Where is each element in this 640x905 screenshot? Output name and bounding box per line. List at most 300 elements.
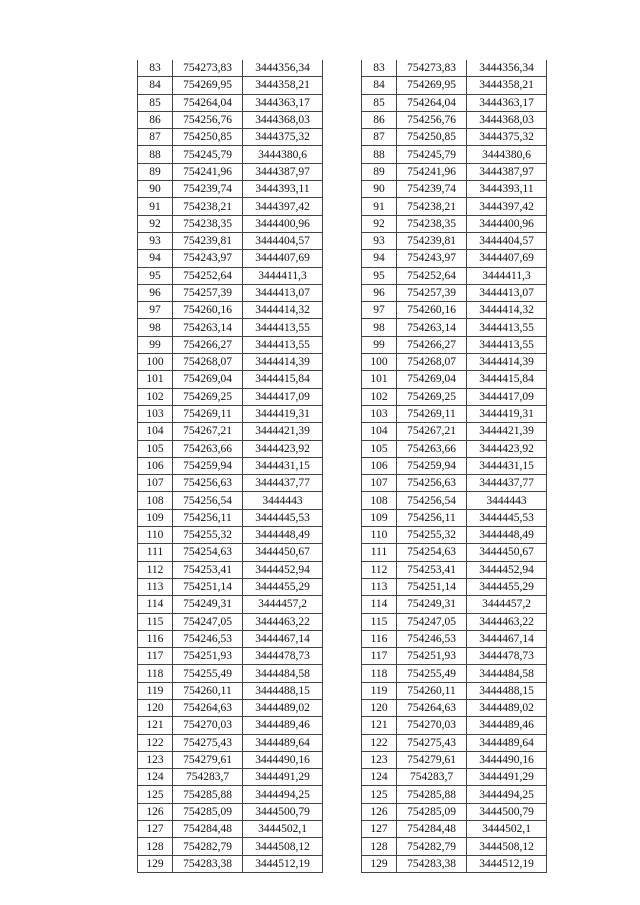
x-coordinate-cell: 754256,54	[397, 492, 467, 509]
point-number-cell: 101	[138, 371, 173, 388]
y-coordinate-cell: 3444404,57	[467, 232, 547, 249]
x-coordinate-cell: 754257,39	[173, 284, 243, 301]
point-number-cell: 85	[362, 94, 397, 111]
point-number-cell: 93	[138, 232, 173, 249]
y-coordinate-cell: 3444404,57	[243, 232, 323, 249]
y-coordinate-cell: 3444423,92	[243, 440, 323, 457]
point-number-cell: 115	[362, 613, 397, 630]
x-coordinate-cell: 754255,32	[173, 527, 243, 544]
x-coordinate-cell: 754239,81	[173, 232, 243, 249]
x-coordinate-cell: 754256,11	[397, 509, 467, 526]
x-coordinate-cell: 754279,61	[173, 751, 243, 768]
x-coordinate-cell: 754269,11	[173, 405, 243, 422]
y-coordinate-cell: 3444419,31	[243, 405, 323, 422]
table-row	[362, 111, 547, 128]
y-coordinate-cell: 3444489,46	[243, 717, 323, 734]
point-number-cell: 119	[138, 682, 173, 699]
table-row	[138, 302, 323, 319]
y-coordinate-cell: 3444419,31	[467, 405, 547, 422]
point-number-cell: 91	[138, 198, 173, 215]
x-coordinate-cell: 754263,14	[173, 319, 243, 336]
y-coordinate-cell: 3444415,84	[467, 371, 547, 388]
point-number-cell: 96	[138, 284, 173, 301]
point-number-cell: 108	[362, 492, 397, 509]
table-row	[138, 475, 323, 492]
x-coordinate-cell: 754246,53	[173, 630, 243, 647]
x-coordinate-cell: 754246,53	[397, 630, 467, 647]
table-row	[138, 354, 323, 371]
point-number-cell: 112	[138, 561, 173, 578]
point-number-cell: 88	[362, 146, 397, 163]
table-row	[362, 388, 547, 405]
point-number-cell: 126	[362, 803, 397, 820]
table-row	[362, 544, 547, 561]
point-number-cell: 124	[362, 769, 397, 786]
point-number-cell: 95	[362, 267, 397, 284]
point-number-cell: 108	[138, 492, 173, 509]
x-coordinate-cell: 754283,7	[397, 769, 467, 786]
y-coordinate-cell: 3444467,14	[467, 630, 547, 647]
point-number-cell: 121	[138, 717, 173, 734]
point-number-cell: 94	[138, 250, 173, 267]
point-number-cell: 128	[138, 838, 173, 855]
point-number-cell: 103	[362, 405, 397, 422]
x-coordinate-cell: 754256,76	[173, 111, 243, 128]
point-number-cell: 104	[362, 423, 397, 440]
y-coordinate-cell: 3444494,25	[243, 786, 323, 803]
x-coordinate-cell: 754255,49	[173, 665, 243, 682]
point-number-cell: 115	[138, 613, 173, 630]
y-coordinate-cell: 3444450,67	[243, 544, 323, 561]
point-number-cell: 111	[138, 544, 173, 561]
y-coordinate-cell: 3444397,42	[243, 198, 323, 215]
point-number-cell: 100	[362, 354, 397, 371]
y-coordinate-cell: 3444452,94	[243, 561, 323, 578]
x-coordinate-cell: 754275,43	[397, 734, 467, 751]
x-coordinate-cell: 754238,21	[397, 198, 467, 215]
x-coordinate-cell: 754264,04	[173, 94, 243, 111]
point-number-cell: 96	[362, 284, 397, 301]
table-row	[362, 492, 547, 509]
point-number-cell: 98	[138, 319, 173, 336]
table-row	[138, 284, 323, 301]
x-coordinate-cell: 754269,25	[397, 388, 467, 405]
coordinates-table-left	[137, 60, 323, 873]
point-number-cell: 85	[138, 94, 173, 111]
x-coordinate-cell: 754254,63	[173, 544, 243, 561]
x-coordinate-cell: 754284,48	[397, 821, 467, 838]
x-coordinate-cell: 754283,38	[397, 855, 467, 872]
x-coordinate-cell: 754273,83	[173, 60, 243, 77]
y-coordinate-cell: 3444463,22	[467, 613, 547, 630]
x-coordinate-cell: 754279,61	[397, 751, 467, 768]
point-number-cell: 98	[362, 319, 397, 336]
table-row	[362, 821, 547, 838]
x-coordinate-cell: 754270,03	[397, 717, 467, 734]
x-coordinate-cell: 754268,07	[397, 354, 467, 371]
y-coordinate-cell: 3444467,14	[243, 630, 323, 647]
x-coordinate-cell: 754241,96	[173, 163, 243, 180]
y-coordinate-cell: 3444437,77	[243, 475, 323, 492]
x-coordinate-cell: 754270,03	[173, 717, 243, 734]
table-row	[138, 509, 323, 526]
table-row	[138, 561, 323, 578]
table-row	[362, 371, 547, 388]
table-row	[362, 336, 547, 353]
table-row	[138, 198, 323, 215]
x-coordinate-cell: 754266,27	[173, 336, 243, 353]
x-coordinate-cell: 754239,74	[173, 181, 243, 198]
y-coordinate-cell: 3444445,53	[467, 509, 547, 526]
table-row	[362, 267, 547, 284]
table-row	[362, 423, 547, 440]
point-number-cell: 106	[362, 457, 397, 474]
x-coordinate-cell: 754269,25	[173, 388, 243, 405]
table-row	[138, 682, 323, 699]
x-coordinate-cell: 754263,66	[173, 440, 243, 457]
point-number-cell: 110	[138, 527, 173, 544]
y-coordinate-cell: 3444457,2	[467, 596, 547, 613]
point-number-cell: 105	[138, 440, 173, 457]
point-number-cell: 95	[138, 267, 173, 284]
point-number-cell: 113	[138, 578, 173, 595]
x-coordinate-cell: 754259,94	[173, 457, 243, 474]
table-row	[138, 336, 323, 353]
x-coordinate-cell: 754285,09	[397, 803, 467, 820]
table-row	[362, 354, 547, 371]
table-row	[138, 751, 323, 768]
x-coordinate-cell: 754245,79	[397, 146, 467, 163]
y-coordinate-cell: 3444375,32	[467, 129, 547, 146]
y-coordinate-cell: 3444413,07	[467, 284, 547, 301]
table-row	[362, 769, 547, 786]
point-number-cell: 83	[362, 60, 397, 77]
y-coordinate-cell: 3444421,39	[467, 423, 547, 440]
table-row	[138, 111, 323, 128]
table-row	[138, 855, 323, 872]
x-coordinate-cell: 754273,83	[397, 60, 467, 77]
x-coordinate-cell: 754256,63	[173, 475, 243, 492]
y-coordinate-cell: 3444413,55	[243, 319, 323, 336]
x-coordinate-cell: 754238,35	[397, 215, 467, 232]
table-row	[138, 371, 323, 388]
table-row	[362, 94, 547, 111]
x-coordinate-cell: 754263,66	[397, 440, 467, 457]
table-row	[138, 803, 323, 820]
y-coordinate-cell: 3444494,25	[467, 786, 547, 803]
point-number-cell: 88	[138, 146, 173, 163]
x-coordinate-cell: 754268,07	[173, 354, 243, 371]
y-coordinate-cell: 3444397,42	[467, 198, 547, 215]
y-coordinate-cell: 3444508,12	[467, 838, 547, 855]
table-row	[362, 751, 547, 768]
point-number-cell: 84	[138, 77, 173, 94]
x-coordinate-cell: 754256,54	[173, 492, 243, 509]
table-row	[362, 561, 547, 578]
y-coordinate-cell: 3444489,64	[243, 734, 323, 751]
x-coordinate-cell: 754256,76	[397, 111, 467, 128]
y-coordinate-cell: 3444484,58	[467, 665, 547, 682]
y-coordinate-cell: 3444463,22	[243, 613, 323, 630]
point-number-cell: 110	[362, 527, 397, 544]
x-coordinate-cell: 754250,85	[173, 129, 243, 146]
y-coordinate-cell: 3444358,21	[467, 77, 547, 94]
x-coordinate-cell: 754266,27	[397, 336, 467, 353]
point-number-cell: 86	[138, 111, 173, 128]
x-coordinate-cell: 754243,97	[173, 250, 243, 267]
point-number-cell: 109	[362, 509, 397, 526]
table-row	[362, 596, 547, 613]
table-row	[362, 457, 547, 474]
y-coordinate-cell: 3444478,73	[467, 648, 547, 665]
y-coordinate-cell: 3444455,29	[243, 578, 323, 595]
x-coordinate-cell: 754260,16	[397, 302, 467, 319]
x-coordinate-cell: 754255,49	[397, 665, 467, 682]
point-number-cell: 121	[362, 717, 397, 734]
y-coordinate-cell: 3444380,6	[467, 146, 547, 163]
point-number-cell: 100	[138, 354, 173, 371]
point-number-cell: 116	[362, 630, 397, 647]
point-number-cell: 86	[362, 111, 397, 128]
y-coordinate-cell: 3444356,34	[243, 60, 323, 77]
y-coordinate-cell: 3444502,1	[243, 821, 323, 838]
table-row	[138, 717, 323, 734]
table-row	[362, 682, 547, 699]
table-row	[138, 457, 323, 474]
y-coordinate-cell: 3444512,19	[467, 855, 547, 872]
table-row	[362, 60, 547, 77]
y-coordinate-cell: 3444443	[243, 492, 323, 509]
x-coordinate-cell: 754245,79	[173, 146, 243, 163]
y-coordinate-cell: 3444417,09	[467, 388, 547, 405]
point-number-cell: 117	[362, 648, 397, 665]
table-row	[362, 613, 547, 630]
y-coordinate-cell: 3444356,34	[467, 60, 547, 77]
coordinates-table-right	[361, 60, 547, 873]
table-row	[362, 648, 547, 665]
x-coordinate-cell: 754283,7	[173, 769, 243, 786]
x-coordinate-cell: 754239,81	[397, 232, 467, 249]
point-number-cell: 118	[362, 665, 397, 682]
table-row	[362, 215, 547, 232]
point-number-cell: 83	[138, 60, 173, 77]
table-row	[362, 803, 547, 820]
y-coordinate-cell: 3444489,02	[467, 699, 547, 716]
table-row	[362, 405, 547, 422]
y-coordinate-cell: 3444490,16	[467, 751, 547, 768]
table-row	[138, 492, 323, 509]
table-row	[138, 319, 323, 336]
x-coordinate-cell: 754249,31	[173, 596, 243, 613]
x-coordinate-cell: 754239,74	[397, 181, 467, 198]
x-coordinate-cell: 754260,11	[397, 682, 467, 699]
x-coordinate-cell: 754243,97	[397, 250, 467, 267]
point-number-cell: 111	[362, 544, 397, 561]
x-coordinate-cell: 754256,11	[173, 509, 243, 526]
x-coordinate-cell: 754247,05	[173, 613, 243, 630]
x-coordinate-cell: 754241,96	[397, 163, 467, 180]
table-row	[138, 181, 323, 198]
point-number-cell: 87	[362, 129, 397, 146]
y-coordinate-cell: 3444400,96	[467, 215, 547, 232]
table-row	[362, 284, 547, 301]
table-row	[138, 388, 323, 405]
y-coordinate-cell: 3444358,21	[243, 77, 323, 94]
table-row	[138, 630, 323, 647]
point-number-cell: 129	[138, 855, 173, 872]
x-coordinate-cell: 754269,04	[173, 371, 243, 388]
point-number-cell: 105	[362, 440, 397, 457]
y-coordinate-cell: 3444484,58	[243, 665, 323, 682]
point-number-cell: 97	[138, 302, 173, 319]
x-coordinate-cell: 754285,09	[173, 803, 243, 820]
y-coordinate-cell: 3444414,39	[243, 354, 323, 371]
point-number-cell: 89	[362, 163, 397, 180]
table-row	[362, 163, 547, 180]
y-coordinate-cell: 3444488,15	[467, 682, 547, 699]
table-row	[362, 734, 547, 751]
table-row	[362, 630, 547, 647]
x-coordinate-cell: 754259,94	[397, 457, 467, 474]
point-number-cell: 124	[138, 769, 173, 786]
x-coordinate-cell: 754269,04	[397, 371, 467, 388]
y-coordinate-cell: 3444488,15	[243, 682, 323, 699]
point-number-cell: 104	[138, 423, 173, 440]
table-row	[362, 198, 547, 215]
table-row	[138, 544, 323, 561]
point-number-cell: 101	[362, 371, 397, 388]
x-coordinate-cell: 754238,35	[173, 215, 243, 232]
point-number-cell: 128	[362, 838, 397, 855]
x-coordinate-cell: 754254,63	[397, 544, 467, 561]
table-row	[138, 786, 323, 803]
point-number-cell: 129	[362, 855, 397, 872]
table-row	[138, 423, 323, 440]
point-number-cell: 122	[362, 734, 397, 751]
point-number-cell: 120	[362, 699, 397, 716]
x-coordinate-cell: 754256,63	[397, 475, 467, 492]
table-row	[362, 129, 547, 146]
y-coordinate-cell: 3444489,02	[243, 699, 323, 716]
table-row	[138, 163, 323, 180]
y-coordinate-cell: 3444500,79	[243, 803, 323, 820]
y-coordinate-cell: 3444455,29	[467, 578, 547, 595]
table-row	[138, 405, 323, 422]
x-coordinate-cell: 754264,04	[397, 94, 467, 111]
point-number-cell: 90	[362, 181, 397, 198]
table-row	[138, 613, 323, 630]
table-row	[138, 232, 323, 249]
x-coordinate-cell: 754267,21	[173, 423, 243, 440]
x-coordinate-cell: 754249,31	[397, 596, 467, 613]
y-coordinate-cell: 3444413,07	[243, 284, 323, 301]
y-coordinate-cell: 3444457,2	[243, 596, 323, 613]
y-coordinate-cell: 3444368,03	[467, 111, 547, 128]
x-coordinate-cell: 754263,14	[397, 319, 467, 336]
point-number-cell: 123	[138, 751, 173, 768]
y-coordinate-cell: 3444445,53	[243, 509, 323, 526]
table-row	[362, 440, 547, 457]
table-row	[138, 648, 323, 665]
y-coordinate-cell: 3444414,32	[243, 302, 323, 319]
table-row	[138, 578, 323, 595]
y-coordinate-cell: 3444448,49	[467, 527, 547, 544]
table-row	[138, 267, 323, 284]
x-coordinate-cell: 754264,63	[173, 699, 243, 716]
table-row	[362, 250, 547, 267]
table-row	[362, 578, 547, 595]
point-number-cell: 122	[138, 734, 173, 751]
point-number-cell: 120	[138, 699, 173, 716]
y-coordinate-cell: 3444368,03	[243, 111, 323, 128]
x-coordinate-cell: 754267,21	[397, 423, 467, 440]
point-number-cell: 84	[362, 77, 397, 94]
table-row	[138, 215, 323, 232]
y-coordinate-cell: 3444413,55	[467, 319, 547, 336]
x-coordinate-cell: 754238,21	[173, 198, 243, 215]
x-coordinate-cell: 754275,43	[173, 734, 243, 751]
y-coordinate-cell: 3444417,09	[243, 388, 323, 405]
y-coordinate-cell: 3444443	[467, 492, 547, 509]
x-coordinate-cell: 754269,95	[397, 77, 467, 94]
y-coordinate-cell: 3444363,17	[243, 94, 323, 111]
x-coordinate-cell: 754283,38	[173, 855, 243, 872]
x-coordinate-cell: 754260,16	[173, 302, 243, 319]
table-row	[362, 232, 547, 249]
point-number-cell: 99	[138, 336, 173, 353]
table-row	[138, 527, 323, 544]
y-coordinate-cell: 3444393,11	[467, 181, 547, 198]
point-number-cell: 117	[138, 648, 173, 665]
table-row	[138, 250, 323, 267]
coordinates-table-body	[138, 60, 323, 872]
table-row	[362, 527, 547, 544]
table-row	[138, 769, 323, 786]
table-row	[138, 665, 323, 682]
x-coordinate-cell: 754260,11	[173, 682, 243, 699]
x-coordinate-cell: 754264,63	[397, 699, 467, 716]
table-row	[138, 77, 323, 94]
table-row	[138, 94, 323, 111]
table-row	[362, 786, 547, 803]
point-number-cell: 125	[138, 786, 173, 803]
y-coordinate-cell: 3444431,15	[467, 457, 547, 474]
y-coordinate-cell: 3444415,84	[243, 371, 323, 388]
table-row	[362, 509, 547, 526]
x-coordinate-cell: 754250,85	[397, 129, 467, 146]
table-row	[362, 665, 547, 682]
point-number-cell: 93	[362, 232, 397, 249]
y-coordinate-cell: 3444421,39	[243, 423, 323, 440]
x-coordinate-cell: 754247,05	[397, 613, 467, 630]
x-coordinate-cell: 754251,14	[397, 578, 467, 595]
y-coordinate-cell: 3444491,29	[467, 769, 547, 786]
point-number-cell: 94	[362, 250, 397, 267]
point-number-cell: 107	[362, 475, 397, 492]
point-number-cell: 92	[138, 215, 173, 232]
point-number-cell: 118	[138, 665, 173, 682]
x-coordinate-cell: 754282,79	[173, 838, 243, 855]
y-coordinate-cell: 3444450,67	[467, 544, 547, 561]
table-row	[362, 181, 547, 198]
y-coordinate-cell: 3444375,32	[243, 129, 323, 146]
y-coordinate-cell: 3444502,1	[467, 821, 547, 838]
point-number-cell: 102	[362, 388, 397, 405]
table-row	[362, 855, 547, 872]
y-coordinate-cell: 3444411,3	[243, 267, 323, 284]
table-row	[138, 129, 323, 146]
y-coordinate-cell: 3444380,6	[243, 146, 323, 163]
